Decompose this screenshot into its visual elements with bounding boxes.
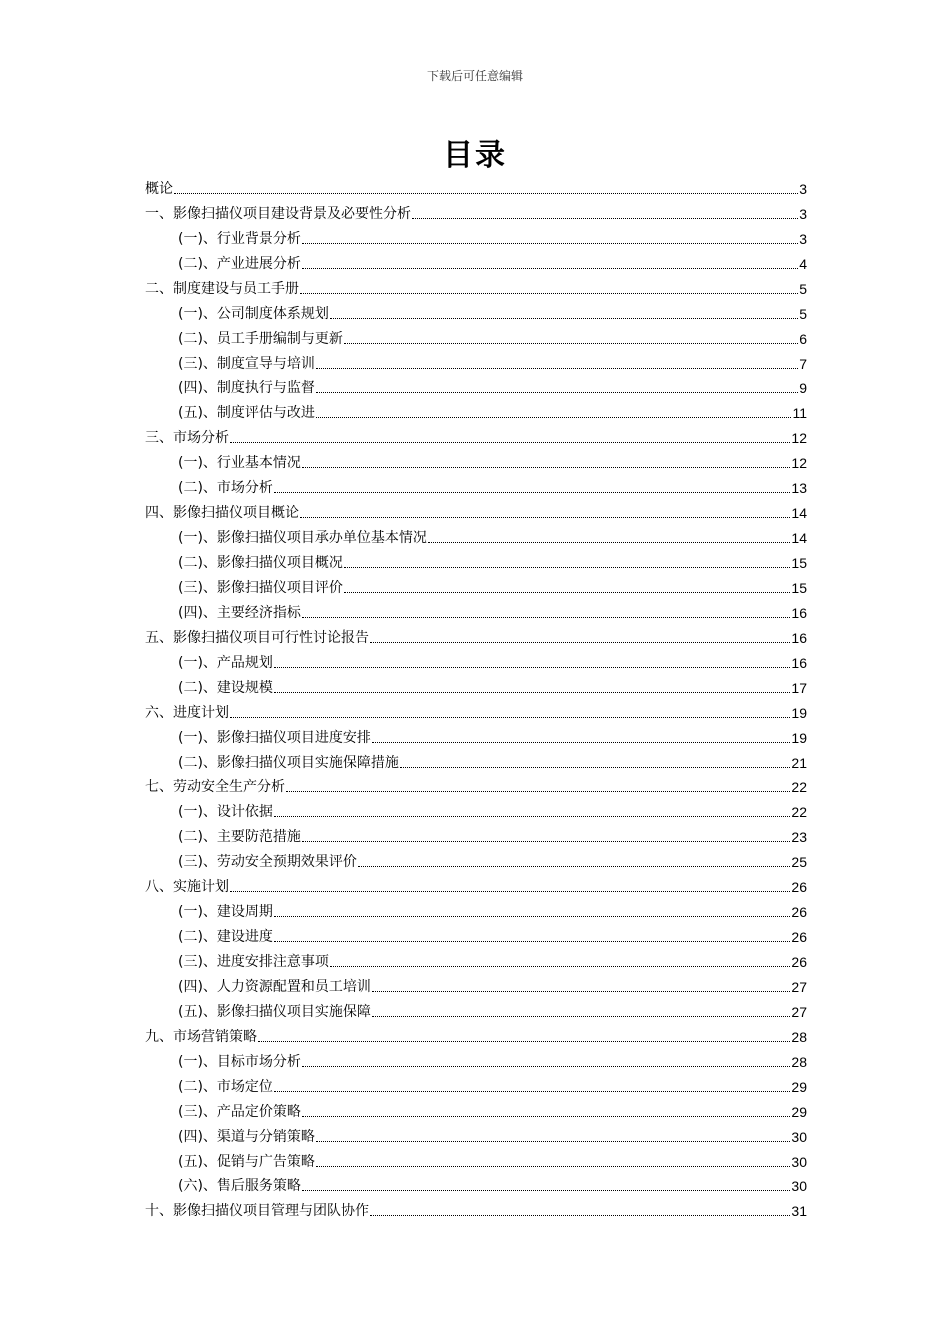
toc-entry-label: (二)、员工手册编制与更新 [178,330,343,347]
toc-dot-leader [302,243,798,244]
toc-entry-label: (三)、制度宣导与培训 [178,355,315,372]
toc-dot-leader [302,467,790,468]
toc-entry-page-number: 28 [791,1053,807,1070]
toc-entry[interactable] [145,199,807,224]
toc-dot-leader [344,343,798,344]
toc-dot-leader [412,218,798,219]
toc-dot-leader [330,318,798,319]
toc-entry-page-number: 4 [799,255,807,272]
toc-entry-label: (二)、市场定位 [178,1078,273,1095]
toc-entry-page-number: 22 [791,804,807,821]
toc-entry-label: (二)、影像扫描仪项目实施保障措施 [178,754,399,771]
toc-dot-leader [330,966,790,967]
toc-entry-page-number: 14 [791,505,807,522]
toc-dot-leader [230,717,790,718]
toc-entry-page-number: 29 [791,1103,807,1120]
toc-entry[interactable] [145,773,807,798]
toc-entry-page-number: 16 [791,629,807,646]
toc-dot-leader [428,542,790,543]
toc-entry[interactable] [145,249,807,274]
toc-entry-page-number: 19 [791,729,807,746]
toc-entry-page-number: 29 [791,1078,807,1095]
toc-entry[interactable] [145,398,807,423]
toc-entry[interactable] [145,548,807,573]
toc-entry[interactable] [145,274,807,299]
toc-entry-page-number: 31 [791,1203,807,1220]
toc-entry[interactable] [145,1072,807,1097]
toc-entry-label: (五)、制度评估与改进 [178,405,315,422]
toc-entry-page-number: 5 [799,280,807,297]
toc-dot-leader [274,916,790,917]
toc-entry-label: (一)、行业基本情况 [178,455,301,472]
toc-entry[interactable] [145,598,807,623]
toc-dot-leader [302,617,790,618]
toc-entry-label: 四、影像扫描仪项目概论 [145,505,299,522]
toc-entry-page-number: 30 [791,1153,807,1170]
toc-entry-label: (一)、影像扫描仪项目承办单位基本情况 [178,530,427,547]
toc-entry-label: 九、市场营销策略 [145,1028,257,1045]
toc-entry[interactable] [145,648,807,673]
toc-dot-leader [230,891,790,892]
toc-dot-leader [400,767,790,768]
toc-entry-page-number: 26 [791,929,807,946]
toc-dot-leader [370,642,790,643]
toc-entry-label: (一)、建设周期 [178,904,273,921]
toc-entry-label: (一)、公司制度体系规划 [178,305,329,322]
toc-entry[interactable] [145,972,807,997]
toc-entry[interactable] [145,822,807,847]
toc-entry-label: 七、劳动安全生产分析 [145,779,285,796]
toc-dot-leader [372,1016,790,1017]
toc-entry[interactable] [145,723,807,748]
toc-entry-page-number: 26 [791,954,807,970]
toc-entry[interactable] [145,1196,807,1221]
toc-dot-leader [274,816,790,817]
toc-entry-label: (一)、影像扫描仪项目进度安排 [178,729,371,746]
table-of-contents [145,174,807,1221]
toc-entry[interactable] [145,698,807,723]
toc-entry-label: (三)、影像扫描仪项目评价 [178,579,343,596]
toc-entry[interactable] [145,473,807,498]
toc-entry-label: 二、制度建设与员工手册 [145,280,299,297]
page-header-note: 下载后可任意编辑 [426,69,523,83]
toc-entry[interactable] [145,299,807,324]
toc-entry-page-number: 26 [791,904,807,921]
toc-dot-leader [302,1066,790,1067]
toc-dot-leader [300,517,790,518]
toc-entry[interactable] [145,748,807,773]
toc-entry-label: (四)、制度执行与监督 [178,380,315,397]
toc-entry-label: (四)、人力资源配置和员工培训 [178,978,371,995]
toc-entry[interactable] [145,872,807,897]
toc-entry-page-number: 27 [791,1003,807,1020]
toc-entry[interactable] [145,1147,807,1172]
toc-entry-label: (四)、渠道与分销策略 [178,1128,315,1145]
toc-dot-leader [302,841,790,842]
toc-entry-label: (一)、设计依据 [178,804,273,821]
toc-dot-leader [370,1215,790,1216]
toc-title: 目录 [443,138,507,173]
toc-entry-label: 三、市场分析 [145,430,229,447]
toc-entry-label: (四)、主要经济指标 [178,604,301,621]
toc-dot-leader [358,866,790,867]
toc-entry-label: 一、影像扫描仪项目建设背景及必要性分析 [145,205,411,222]
toc-entry-page-number: 26 [791,879,807,896]
toc-entry-label: (一)、行业背景分析 [178,230,301,247]
toc-dot-leader [274,667,790,668]
toc-entry[interactable] [145,1172,807,1197]
toc-entry-label: (六)、售后服务策略 [178,1178,301,1195]
toc-entry[interactable] [145,523,807,548]
toc-entry[interactable] [145,224,807,249]
toc-entry-page-number: 28 [791,1028,807,1045]
toc-entry-page-number: 16 [791,654,807,671]
toc-entry-label: (一)、产品规划 [178,654,273,671]
toc-entry-page-number: 14 [791,530,807,547]
toc-dot-leader [274,692,790,693]
toc-entry-label: (三)、进度安排注意事项 [178,954,329,970]
toc-entry-page-number: 30 [791,1178,807,1195]
toc-entry[interactable] [145,498,807,523]
toc-entry-page-number: 27 [791,978,807,995]
toc-dot-leader [300,293,798,294]
toc-entry-page-number: 25 [791,854,807,871]
toc-entry[interactable] [145,997,807,1022]
toc-entry[interactable] [145,324,807,349]
toc-dot-leader [316,368,798,369]
toc-dot-leader [316,392,798,393]
toc-entry-page-number: 13 [791,480,807,497]
toc-dot-leader [316,417,792,418]
toc-dot-leader [344,592,790,593]
toc-entry[interactable] [145,673,807,698]
toc-entry-label: (三)、劳动安全预期效果评价 [178,854,357,871]
toc-entry[interactable] [145,947,807,972]
toc-entry-page-number: 17 [791,679,807,696]
toc-entry-page-number: 19 [791,704,807,721]
toc-entry-label: (二)、主要防范措施 [178,829,301,846]
toc-entry-label: (二)、市场分析 [178,480,273,497]
toc-entry[interactable] [145,623,807,648]
toc-entry[interactable] [145,1047,807,1072]
toc-entry-page-number: 5 [799,305,807,322]
toc-entry-page-number: 12 [791,430,807,447]
toc-entry[interactable] [145,349,807,374]
toc-dot-leader [316,1141,790,1142]
toc-dot-leader [274,941,790,942]
toc-entry-label: (二)、影像扫描仪项目概况 [178,555,343,571]
toc-entry-label: 六、进度计划 [145,704,229,721]
toc-dot-leader [274,1091,790,1092]
toc-dot-leader [316,1166,790,1167]
toc-entry[interactable] [145,423,807,448]
toc-entry-page-number: 22 [791,779,807,796]
toc-entry-label: 八、实施计划 [145,879,229,896]
toc-entry-label: (二)、建设规模 [178,679,273,696]
toc-dot-leader [174,193,798,194]
toc-dot-leader [302,1116,790,1117]
toc-dot-leader [258,1041,790,1042]
toc-entry-page-number: 3 [799,230,807,247]
toc-entry-page-number: 12 [791,455,807,472]
toc-entry-label: 概论 [145,180,173,197]
toc-entry[interactable] [145,573,807,598]
toc-entry[interactable] [145,1022,807,1047]
toc-entry-page-number: 3 [799,205,807,222]
toc-entry[interactable] [145,922,807,947]
toc-entry-page-number: 9 [799,380,807,397]
toc-entry-page-number: 6 [799,330,807,347]
toc-entry[interactable] [145,1097,807,1122]
toc-dot-leader [302,1190,790,1191]
toc-entry[interactable] [145,797,807,822]
toc-entry-page-number: 7 [799,355,807,372]
toc-entry[interactable] [145,897,807,922]
toc-entry-label: (五)、影像扫描仪项目实施保障 [178,1003,371,1020]
toc-entry-page-number: 16 [791,604,807,621]
toc-dot-leader [372,742,790,743]
toc-entry-label: (二)、产业进展分析 [178,255,301,272]
toc-dot-leader [372,991,790,992]
toc-entry-label: (三)、产品定价策略 [178,1103,301,1120]
toc-entry[interactable] [145,847,807,872]
toc-entry-page-number: 15 [791,579,807,596]
toc-entry-label: (一)、目标市场分析 [178,1053,301,1070]
toc-entry[interactable] [145,448,807,473]
toc-entry[interactable] [145,1122,807,1147]
toc-entry-page-number: 23 [791,829,807,846]
toc-dot-leader [274,492,790,493]
toc-dot-leader [344,567,790,568]
toc-dot-leader [230,442,790,443]
toc-entry-label: 十、影像扫描仪项目管理与团队协作 [145,1203,369,1220]
toc-entry-page-number: 11 [792,405,807,422]
toc-dot-leader [286,791,790,792]
toc-entry-page-number: 15 [791,555,807,571]
toc-entry[interactable] [145,174,807,199]
toc-entry[interactable] [145,374,807,399]
toc-entry-page-number: 30 [791,1128,807,1145]
toc-dot-leader [302,268,798,269]
toc-entry-label: 五、影像扫描仪项目可行性讨论报告 [145,629,369,646]
toc-entry-page-number: 3 [799,180,807,197]
toc-entry-label: (二)、建设进度 [178,929,273,946]
toc-entry-page-number: 21 [791,754,807,771]
toc-entry-label: (五)、促销与广告策略 [178,1153,315,1170]
